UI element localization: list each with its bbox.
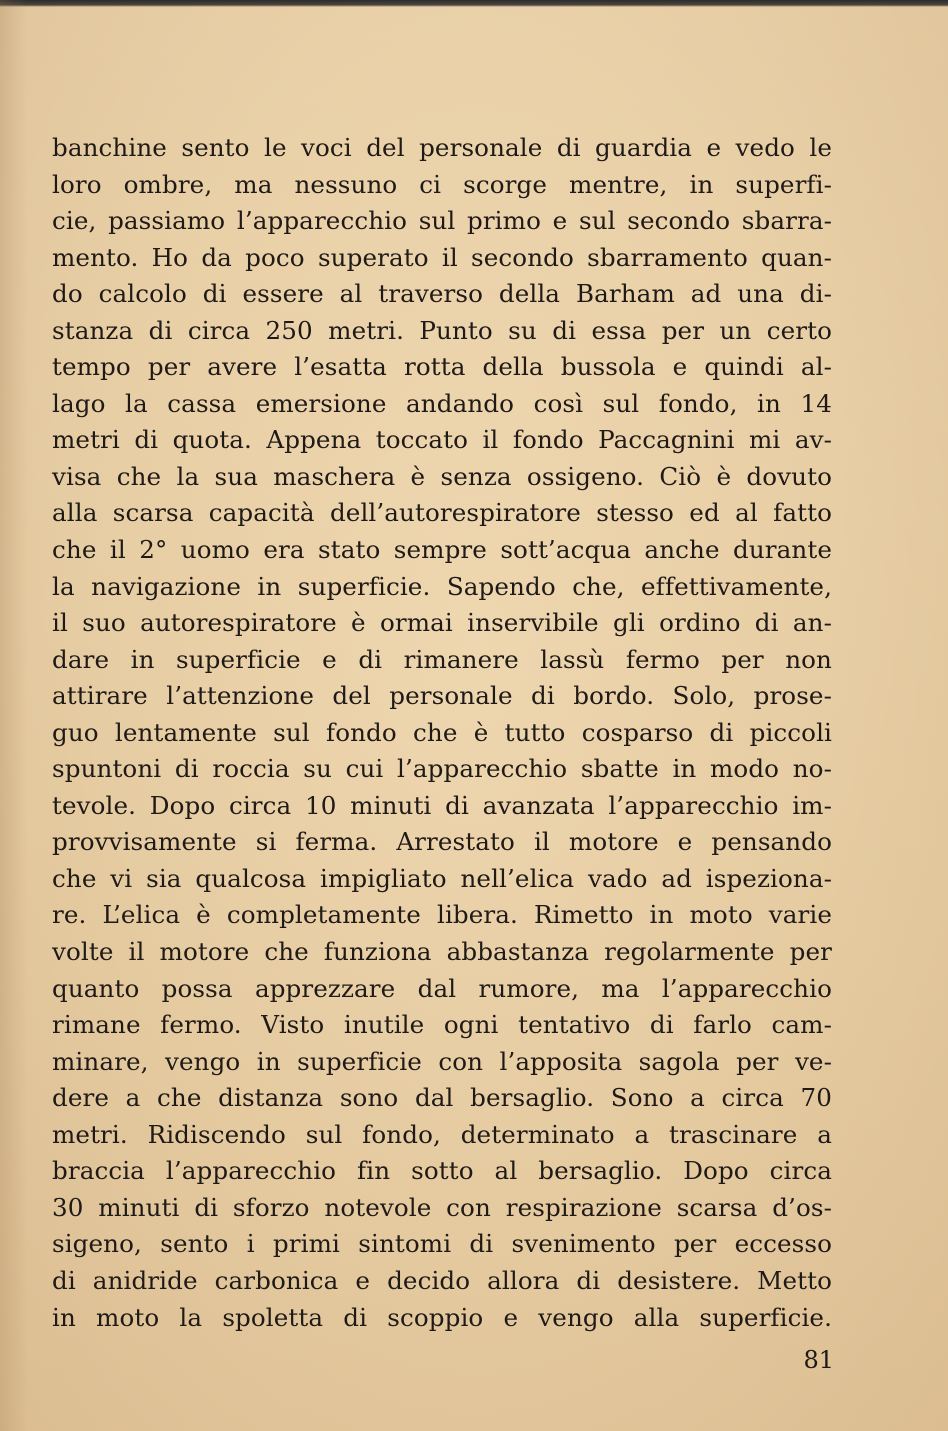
text-line: visa che la sua maschera è senza ossigeno. Ciò è dovuto bbox=[52, 461, 832, 491]
text-line: volte il motore che funziona abbastanza regolarmente per bbox=[52, 937, 832, 967]
text-line: minare, vengo in superficie con l’apposita sagola per ve- bbox=[52, 1046, 832, 1076]
text-line: la navigazione in superficie. Sapendo che, effettivamente, bbox=[52, 571, 832, 601]
text-line: sigeno, sento i primi sintomi di svenimento per eccesso bbox=[52, 1229, 832, 1259]
text-line: tempo per avere l’esatta rotta della bussola e quindi al- bbox=[52, 352, 832, 382]
text-line: rimane fermo. Visto inutile ogni tentativo di farlo cam- bbox=[52, 1010, 832, 1040]
text-line: stanza di circa 250 metri. Punto su di essa per un certo bbox=[52, 315, 832, 345]
body-text bbox=[52, 130, 832, 1336]
text-line: il suo autorespiratore è ormai inservibile gli ordino di an- bbox=[52, 608, 832, 638]
page-gutter-shadow bbox=[0, 0, 28, 1431]
text-line: attirare l’attenzione del personale di bordo. Solo, prose- bbox=[52, 681, 832, 711]
text-line: mento. Ho da poco superato il secondo sbarramento quan- bbox=[52, 242, 832, 272]
text-line: che il 2° uomo era stato sempre sott’acqua anche durante bbox=[52, 535, 832, 565]
text-line: do calcolo di essere al traverso della Barham ad una di- bbox=[52, 279, 832, 309]
text-line: lago la cassa emersione andando così sul fondo, in 14 bbox=[52, 388, 832, 418]
text-line: provvisamente si ferma. Arrestato il motore e pensando bbox=[52, 827, 832, 857]
text-line: cie, passiamo l’apparecchio sul primo e sul secondo sbarra- bbox=[52, 206, 832, 236]
text-line: tevole. Dopo circa 10 minuti di avanzata l’apparecchio im- bbox=[52, 790, 832, 820]
text-line: che vi sia qualcosa impigliato nell’elica vado ad ispeziona- bbox=[52, 863, 832, 893]
text-line: di anidride carbonica e decido allora di desistere. Metto bbox=[52, 1265, 832, 1295]
text-line: in moto la spoletta di scoppio e vengo alla superficie. bbox=[52, 1302, 832, 1332]
page-number: 81 bbox=[803, 1346, 834, 1374]
text-line: metri di quota. Appena toccato il fondo Paccagnini mi av- bbox=[52, 425, 832, 455]
text-line: quanto possa apprezzare dal rumore, ma l’apparecchio bbox=[52, 973, 832, 1003]
text-line: banchine sento le voci del personale di guardia e vedo le bbox=[52, 133, 832, 162]
text-line: spuntoni di roccia su cui l’apparecchio sbatte in modo no- bbox=[52, 754, 832, 784]
text-line: metri. Ridiscendo sul fondo, determinato a trascinare a bbox=[52, 1119, 832, 1149]
text-line: braccia l’apparecchio fin sotto al bersaglio. Dopo circa bbox=[52, 1156, 832, 1186]
text-line: loro ombre, ma nessuno ci scorge mentre, in superfi- bbox=[52, 169, 832, 199]
text-line: dere a che distanza sono dal bersaglio. Sono a circa 70 bbox=[52, 1083, 832, 1113]
text-line: dare in superficie e di rimanere lassù fermo per non bbox=[52, 644, 832, 674]
text-line: 30 minuti di sforzo notevole con respirazione scarsa d’os- bbox=[52, 1192, 832, 1222]
text-line: alla scarsa capacità dell’autorespiratore stesso ed al fatto bbox=[52, 498, 832, 528]
text-line: re. L’elica è completamente libera. Rimetto in moto varie bbox=[52, 900, 832, 930]
scan-top-edge bbox=[0, 0, 948, 7]
text-line: guo lentamente sul fondo che è tutto cosparso di piccoli bbox=[52, 717, 832, 747]
